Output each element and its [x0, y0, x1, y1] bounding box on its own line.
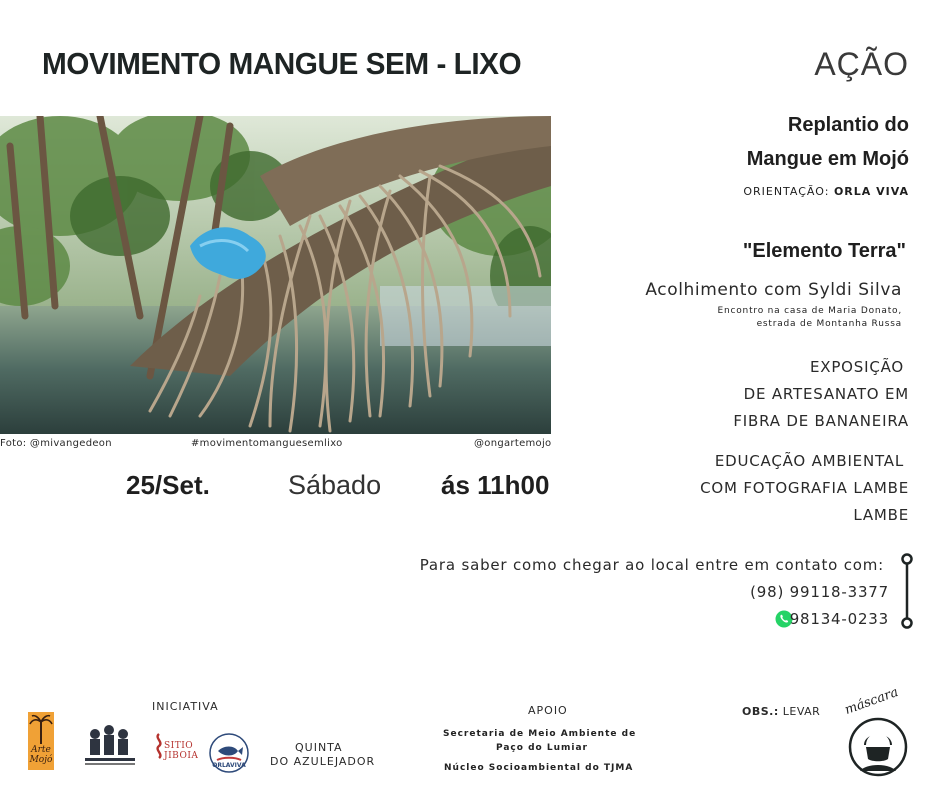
page-title: MOVIMENTO MANGUE SEM - LIXO — [42, 46, 522, 81]
phone-1[interactable]: (98) 99118-3377 — [750, 583, 889, 601]
apoio-line3: Núcleo Socioambiental do TJMA — [444, 763, 634, 773]
replantio-title-line2: Mangue em Mojó — [746, 148, 909, 170]
face-mask-icon — [848, 715, 908, 777]
contact-text: Para saber como chegar ao local entre em contato com: — [419, 556, 884, 574]
mangrove-photo — [0, 116, 551, 434]
orla-viva-logo — [209, 733, 249, 773]
obs-note — [742, 705, 820, 718]
elemento-terra-title: "Elemento Terra" — [742, 240, 906, 262]
hashtag: #movimentomanguesemlixo — [191, 438, 343, 449]
section-heading-acao: AÇÃO — [814, 46, 909, 82]
iniciativa-label: INICIATIVA — [152, 700, 219, 713]
acolhimento-text: Acolhimento com Syldi Silva — [645, 280, 902, 300]
orla-viva-text: ORLAVIVA — [212, 762, 246, 769]
exposicao-line3: FIBRA DE BANANEIRA — [733, 412, 909, 430]
apoio-label: APOIO — [528, 704, 568, 717]
mascara-label: máscara — [842, 684, 901, 718]
exposicao-line2: DE ARTESANATO EM — [743, 385, 909, 403]
obs-label: OBS.: — [742, 705, 779, 718]
arte-mojo-text-1: Arte — [31, 745, 51, 755]
quinta-line1: QUINTA — [295, 741, 343, 754]
orientacao-label: ORIENTAÇÃO: — [743, 185, 830, 198]
apoio-line2: Paço do Lumiar — [496, 743, 588, 753]
arte-mojo-text-2: Mojó — [29, 755, 53, 765]
mangrove-photo-illustration — [0, 116, 551, 434]
encontro-line1: Encontro na casa de Maria Donato, — [717, 306, 902, 316]
arte-mojo-logo — [28, 712, 54, 770]
apoio-line1: Secretaria de Meio Ambiente de — [443, 729, 637, 739]
sitio-jiboia-logo — [152, 732, 198, 762]
obs-value: LEVAR — [782, 705, 821, 718]
educacao-line1: EDUCAÇÃO AMBIENTAL — [714, 452, 904, 470]
sitio-jiboia-text: SITIO JIBOIA — [164, 741, 199, 761]
event-time: ás 11h00 — [441, 470, 550, 500]
encontro-line2: estrada de Montanha Russa — [756, 319, 902, 329]
group-people-logo — [83, 722, 137, 770]
photo-credit: Foto: @mivangedeon — [0, 438, 112, 449]
timeline-decoration — [900, 553, 914, 629]
phone-2[interactable]: 98134-0233 — [789, 610, 889, 628]
quinta-line2: DO AZULEJADOR — [270, 755, 376, 768]
event-day: Sábado — [288, 470, 382, 500]
replantio-title-line1: Replantio do — [787, 114, 909, 136]
exposicao-line1: EXPOSIÇÃO — [809, 358, 904, 376]
educacao-line2: COM FOTOGRAFIA LAMBE — [700, 479, 909, 497]
educacao-line3: LAMBE — [853, 506, 909, 524]
handle: @ongartemojo — [474, 438, 552, 449]
orientacao-value: ORLA VIVA — [833, 185, 909, 198]
orientacao — [743, 185, 909, 198]
event-date: 25/Set. — [126, 470, 210, 500]
